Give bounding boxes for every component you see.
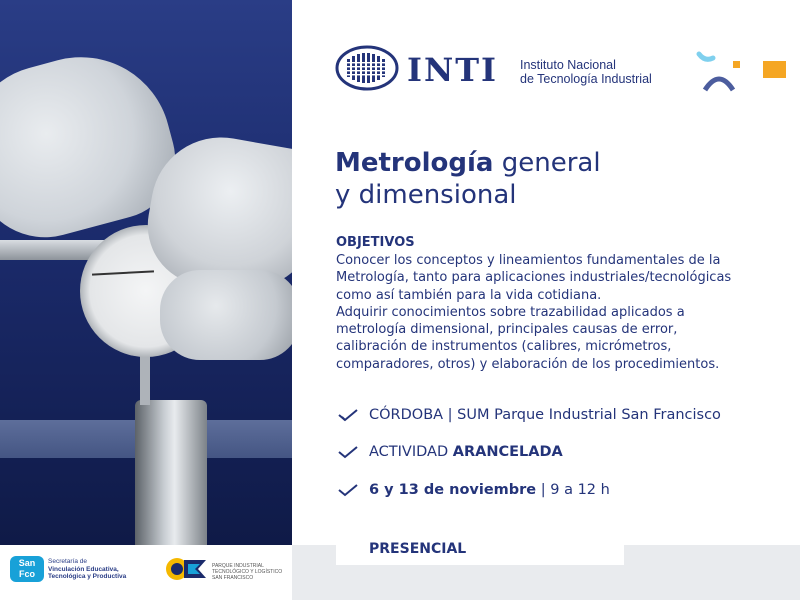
photo-metal-cylinder: [135, 400, 207, 545]
location-text: CÓRDOBA | SUM Parque Industrial San Francisco: [369, 407, 721, 423]
course-title-line2: y dimensional: [335, 180, 517, 210]
inti-full-name-line1: Instituto Nacional: [520, 58, 616, 72]
decorative-shapes-icon: [695, 50, 790, 95]
sanfco-badge-line2: Fco: [18, 569, 35, 579]
inti-full-name: [520, 58, 690, 86]
date-item: [338, 482, 610, 498]
photo-right-glove-lower: [160, 270, 292, 360]
time-text: | 9 a 12 h: [536, 482, 610, 498]
inti-brand-name: INTI: [407, 51, 498, 89]
check-icon: [338, 483, 358, 497]
location-item: [338, 407, 721, 423]
inti-full-name-line2: de Tecnología Industrial: [520, 72, 652, 86]
inti-emblem-icon: [335, 45, 399, 91]
objectives-text: Conocer los conceptos y lineamientos fundamentales de la Metrología, tanto para aplicaciones industriales/tecnológicas como así también para la vida cotidiana. Adquirir conocimientos sobre trazabilidad aplicados a metrología dimensional, principales causas de error, calibración de instrumentos (calibres, micrómetros, comparadores, otros) y elaboración de los procedimientos.: [336, 253, 732, 372]
sanfco-secretariat-text: [48, 558, 158, 581]
course-title-bold: Metrología: [335, 148, 494, 178]
park-text-line2: TECNOLÓGICO Y LOGÍSTICO: [212, 569, 283, 575]
sanfco-text-line3: Tecnológica y Productiva: [48, 573, 127, 580]
date-text: 6 y 13 de noviembre: [369, 482, 537, 498]
hero-photo-dial-indicator: [0, 0, 292, 545]
photo-gauge-stem: [140, 355, 150, 405]
park-text-line1: PARQUE INDUSTRIAL: [212, 563, 264, 569]
check-icon: [338, 408, 358, 422]
sanfco-text-line2: Vinculación Educativa,: [48, 565, 119, 573]
sanfco-text-line1: Secretaría de: [48, 558, 88, 565]
objectives-heading: OBJETIVOS: [336, 235, 415, 250]
activity-item: [338, 444, 563, 460]
sanfco-logo: [10, 556, 44, 582]
sanfco-badge-line1: San: [18, 558, 36, 568]
activity-label: ACTIVIDAD: [369, 444, 453, 460]
check-icon: [338, 445, 358, 459]
activity-cost: ARANCELADA: [452, 444, 563, 460]
course-title-rest: general: [493, 148, 601, 178]
modality-label: PRESENCIAL: [369, 541, 467, 557]
industrial-park-logo-icon: [164, 554, 208, 584]
course-title: [335, 147, 601, 211]
park-text-line3: SAN FRANCISCO: [212, 575, 254, 581]
industrial-park-text: [212, 563, 292, 581]
